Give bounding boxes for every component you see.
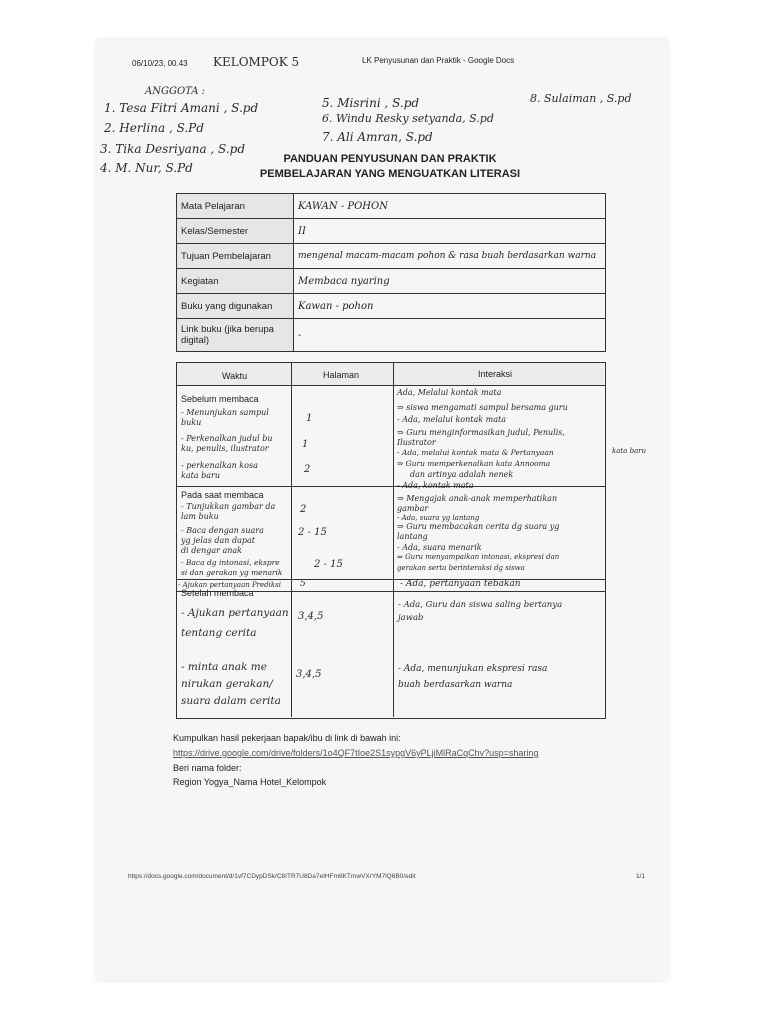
member-3: 3. Tika Desriyana , S.pd (100, 142, 246, 156)
sebelum-interaksi-6: - Ada, melalui kontak mata & Pertanyaan (397, 448, 554, 457)
setelah-interaksi-1a: - Ada, Guru dan siswa saling bertanya (398, 600, 563, 610)
folder-name-label: Beri nama folder: (173, 763, 242, 773)
value-mata-pelajaran: KAWAN - POHON (294, 194, 606, 219)
member-4: 4. M. Nur, S.Pd (100, 161, 193, 175)
section-pada-saat-label: Pada saat membaca (181, 490, 264, 500)
pada-halaman-2: 2 - 15 (298, 527, 327, 538)
setelah-interaksi-2a: - Ada, menunjukan ekspresi rasa (398, 664, 548, 674)
setelah-interaksi-2b: buah berdasarkan warna (398, 680, 513, 690)
pada-interaksi-8: ⇒ Guru menyampaikan intonasi, ekspresi dan (397, 553, 560, 561)
pada-interaksi-5: ⇒ Guru membacakan cerita dg suara yg (397, 522, 560, 531)
member-7: 7. Ali Amran, S.pd (322, 130, 433, 144)
doc-heading-line1: PANDUAN PENYUSUNAN DAN PRAKTIK (283, 153, 497, 165)
pada-halaman-1: 2 (300, 504, 307, 515)
pada-interaksi-6: lantang (397, 532, 428, 541)
col-divider (291, 362, 292, 717)
page-number: 1/1 (636, 873, 646, 880)
doc-title: LK Penyusunan dan Praktik - Google Docs (362, 56, 515, 65)
row-divider (176, 486, 605, 487)
members-heading: ANGGOTA : (145, 86, 206, 97)
member-6: 6. Windu Resky setyanda, S.pd (322, 112, 494, 125)
page-url: https://docs.google.com/document/d/1vf7CDypDSk/C8ITR7U8Da7eIHFm8KTmwVXrYM7lQ6B0/edit (128, 873, 416, 880)
sebelum-waktu-2: buku (181, 418, 202, 427)
header-interaksi: Interaksi (478, 369, 513, 379)
print-date: 06/10/23, 00.43 (132, 59, 188, 68)
pada-interaksi-7: - Ada, suara menarik (397, 543, 482, 552)
setelah-waktu-2c: suara dalam cerita (181, 695, 281, 707)
pada-interaksi-9: gerakan serta berinteraksi dg siswa (397, 564, 525, 572)
pada-waktu-7: si dan gerakan yg menarik (181, 568, 283, 577)
sebelum-interaksi-5: Ilustrator (397, 438, 436, 447)
sebelum-halaman-3: 2 (304, 464, 311, 475)
folder-name-format: Region Yogya_Nama Hotel_Kelompok (173, 777, 327, 787)
sebelum-interaksi-7: ⇒ Guru memperkenalkan kata Annooma (397, 459, 551, 468)
sebelum-halaman-2: 1 (302, 439, 309, 450)
value-link-buku: - (294, 319, 606, 352)
setelah-waktu-1b: tentang cerita (181, 627, 257, 639)
sebelum-waktu-5: - perkenalkan kosa (181, 461, 258, 470)
setelah-halaman-1: 3,4,5 (298, 611, 324, 622)
label-tujuan: Tujuan Pembelajaran (177, 244, 294, 269)
pada-interaksi-4: - Ada, suara yg lantang (397, 514, 480, 522)
member-5: 5. Misrini , S.pd (322, 96, 420, 110)
sebelum-halaman-1: 1 (306, 413, 313, 424)
value-buku: Kawan - pohon (294, 294, 606, 319)
value-kegiatan: Membaca nyaring (294, 269, 606, 294)
drive-link[interactable]: https://drive.google.com/drive/folders/1o4QF7tIoe2S1sypgV6yPLjiMlRaCqChv?usp=sharing (173, 748, 539, 758)
pada-waktu-1: - Tunjukkan gambar da (181, 502, 276, 511)
section-setelah-label: Setelah membaca (181, 588, 254, 598)
margin-note: kata baru (612, 447, 647, 455)
value-kelas: II (294, 219, 606, 244)
label-kelas: Kelas/Semester (177, 219, 294, 244)
row-divider (176, 385, 605, 386)
sebelum-interaksi-1: Ada, Melalui kontak mata (397, 388, 502, 397)
setelah-waktu-2a: - minta anak me (181, 661, 267, 673)
value-tujuan: mengenal macam-macam pohon & rasa buah berdasarkan warna (294, 244, 606, 269)
prediksi-waktu: - Ajukan pertanyaan Prediksi (178, 581, 281, 589)
member-1: 1. Tesa Fitri Amani , S.pd (104, 101, 259, 115)
info-table (176, 193, 606, 352)
prediksi-interaksi: - Ada, pertanyaan tebakan (400, 579, 521, 589)
setelah-halaman-2: 3,4,5 (296, 669, 322, 680)
setelah-waktu-2b: nirukan gerakan/ (181, 678, 273, 690)
sebelum-interaksi-3: - Ada, melalui kontak mata (397, 415, 506, 424)
doc-heading-line2: PEMBELAJARAN YANG MENGUATKAN LITERASI (259, 168, 521, 180)
pada-waktu-3: - Baca dengan suara (181, 526, 264, 535)
label-buku: Buku yang digunakan (177, 294, 294, 319)
prediksi-halaman: 5 (300, 579, 306, 589)
pada-halaman-3: 2 - 15 (314, 559, 343, 570)
header-halaman: Halaman (323, 370, 360, 380)
row-divider (176, 579, 605, 580)
sebelum-interaksi-2: ⇒ siswa mengamati sampul bersama guru (397, 403, 568, 412)
sebelum-interaksi-4: ⇒ Guru menginformasikan judul, Penulis, (397, 428, 565, 437)
col-divider (393, 362, 394, 717)
header-waktu: Waktu (222, 371, 248, 381)
pada-waktu-6: - Baca dg intonasi, ekspre (181, 558, 280, 567)
pada-waktu-4: yg jelas dan dapat (181, 536, 255, 545)
sebelum-waktu-4: ku, penulis, ilustrator (181, 444, 269, 453)
group-label: KELOMPOK 5 (213, 55, 300, 69)
pada-interaksi-2: ⇒ Mengajak anak-anak memperhatikan (397, 494, 558, 503)
label-mata-pelajaran: Mata Pelajaran (177, 194, 294, 219)
pada-waktu-2: lam buku (181, 512, 219, 521)
sebelum-waktu-3: - Perkenalkan judul bu (181, 434, 273, 443)
sebelum-waktu-6: kata baru (181, 471, 221, 480)
instructions-line: Kumpulkan hasil pekerjaan bapak/ibu di link di bawah ini: (173, 733, 401, 743)
label-kegiatan: Kegiatan (177, 269, 294, 294)
sebelum-interaksi-8: dan artinya adalah nenek (410, 470, 514, 479)
label-link-buku: Link buku (jika berupa digital) (177, 319, 294, 352)
sebelum-waktu-1: - Menunjukan sampul (181, 408, 269, 417)
pada-waktu-5: di dengar anak (181, 546, 243, 555)
pada-interaksi-1: - Ada, kontak mata (397, 481, 474, 490)
setelah-waktu-1a: - Ajukan pertanyaan (181, 607, 289, 619)
section-sebelum-label: Sebelum membaca (181, 394, 259, 404)
setelah-interaksi-1b: jawab (398, 613, 424, 623)
member-2: 2. Herlina , S.Pd (104, 121, 204, 135)
member-8: 8. Sulaiman , S.pd (530, 92, 632, 105)
pada-interaksi-3: gambar (397, 504, 429, 513)
